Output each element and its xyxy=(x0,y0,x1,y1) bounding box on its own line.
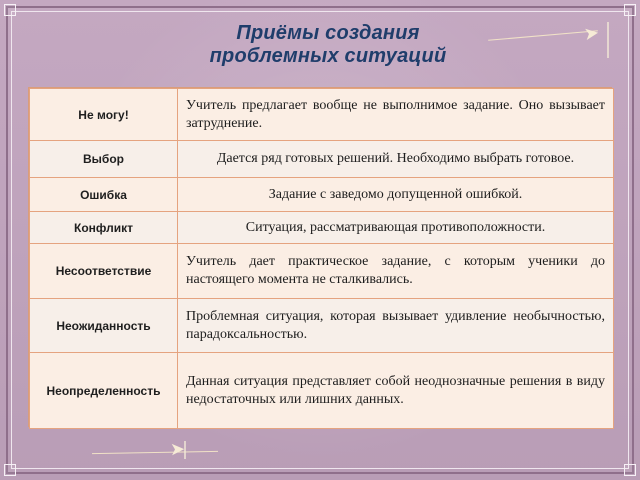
table-row xyxy=(30,89,614,141)
page-title xyxy=(138,22,518,68)
methods-table-container xyxy=(28,87,612,427)
method-description-cell: Проблемная ситуация, которая вызывает удивление необычностью, парадоксальностью. xyxy=(178,299,614,353)
methods-table xyxy=(29,88,614,429)
top-decor-vertical xyxy=(607,22,609,58)
table-row xyxy=(30,141,614,178)
method-description-cell: Данная ситуация представляет собой неоднозначные решения в виду недостаточных или лишних данных. xyxy=(178,353,614,429)
table-row xyxy=(30,212,614,244)
corner-ornament xyxy=(4,464,16,476)
method-description-cell: Учитель предлагает вообще не выполнимое задание. Оно вызывает затруднение. xyxy=(178,89,614,141)
method-name-cell: Выбор xyxy=(30,141,178,178)
method-description-cell: Учитель дает практическое задание, с которым ученики до настоящего момента не сталкивались. xyxy=(178,244,614,299)
title-line: проблемных ситуаций xyxy=(209,45,447,67)
table-row xyxy=(30,178,614,212)
title-line: Приёмы создания xyxy=(236,22,420,44)
method-description-cell: Задание с заведомо допущенной ошибкой. xyxy=(178,178,614,212)
table-row xyxy=(30,299,614,353)
corner-ornament xyxy=(624,4,636,16)
method-name-cell: Неожиданность xyxy=(30,299,178,353)
corner-ornament xyxy=(624,464,636,476)
method-name-cell: Не могу! xyxy=(30,89,178,141)
corner-ornament xyxy=(4,4,16,16)
method-name-cell: Несоответствие xyxy=(30,244,178,299)
arrow-ornament-icon: ➤ xyxy=(582,22,601,46)
method-name-cell: Ошибка xyxy=(30,178,178,212)
method-name-cell: Неопределенность xyxy=(30,353,178,429)
arrow-ornament-icon: ➤ xyxy=(169,438,186,461)
method-description-cell: Дается ряд готовых решений. Необходимо выбрать готовое. xyxy=(178,141,614,178)
table-row xyxy=(30,244,614,299)
method-description-cell: Ситуация, рассматривающая противоположности. xyxy=(178,212,614,244)
method-name-cell: Конфликт xyxy=(30,212,178,244)
table-row xyxy=(30,353,614,429)
